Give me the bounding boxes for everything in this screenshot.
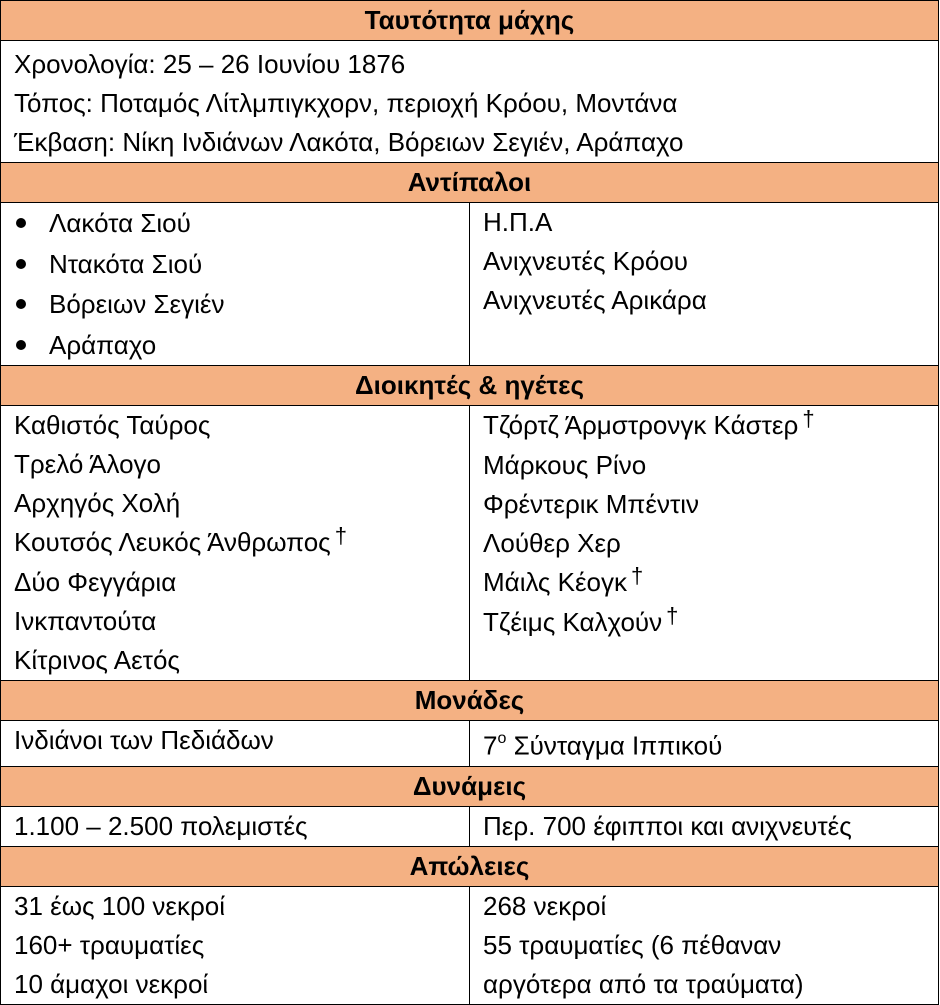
dagger-icon: † <box>802 406 815 431</box>
commanders-header-row <box>1 366 939 406</box>
dagger-icon: † <box>666 603 679 628</box>
regiment-name: Σύνταγμα Ιππικού <box>506 730 723 761</box>
forces-header: Δυνάμεις <box>1 766 939 806</box>
list-item <box>14 284 469 325</box>
losses-right-text: 268 νεκροί <box>483 890 607 921</box>
commander-name: Κουτσός Λευκός Άνθρωπος <box>14 527 331 557</box>
opponent-left-label: Βόρειων Σεγιέν <box>49 289 225 319</box>
identity-header-row <box>1 1 939 41</box>
forces-row <box>1 806 939 846</box>
list-item <box>14 325 469 366</box>
opponent-right-label: Ανιχνευτές Αρικάρα <box>483 285 707 315</box>
commander-name: Ινκπαντούτα <box>14 606 157 636</box>
commanders-left-cell <box>1 406 470 681</box>
forces-left-cell <box>1 806 470 846</box>
losses-left-text: 31 έως 100 νεκροί <box>14 890 226 921</box>
commander-item <box>483 446 938 485</box>
losses-row <box>1 886 939 1004</box>
commander-item <box>14 602 469 641</box>
commander-name: Τζέιμς Καλχούν <box>483 607 663 637</box>
commander-name: Φρέντερικ Μπέντιν <box>483 489 700 519</box>
commander-item <box>483 406 938 446</box>
forces-right-cell <box>470 806 939 846</box>
commander-name: Λούθερ Χερ <box>483 528 621 558</box>
losses-left-text: 160+ τραυματίες <box>14 929 205 960</box>
regiment-number: 7 <box>483 730 498 761</box>
opponents-right-cell <box>470 203 939 366</box>
commander-name: Αρχηγός Χολή <box>14 488 181 518</box>
losses-left-text: 10 άμαχοι νεκροί <box>14 968 209 999</box>
forces-left-text: 1.100 – 2.500 πολεμιστές <box>14 810 308 841</box>
regiment-ordinal: ο <box>497 730 507 747</box>
forces-right-text: Περ. 700 έφιπποι και ανιχνευτές <box>483 810 852 841</box>
commander-name: Μάιλς Κέογκ <box>483 567 628 597</box>
identity-row <box>1 41 939 163</box>
commander-name: Μάρκους Ρίνο <box>483 450 647 480</box>
commander-item <box>483 485 938 524</box>
units-left-text: Ινδιάνοι των Πεδιάδων <box>14 725 274 755</box>
dagger-icon: † <box>334 523 347 548</box>
losses-left-cell <box>1 886 470 1004</box>
commander-item <box>483 563 938 603</box>
list-item <box>14 203 469 244</box>
opponents-header-row <box>1 163 939 203</box>
opponent-left-label: Ντακότα Σιού <box>49 248 203 279</box>
opponent-right-label: Ανιχνευτές Κρόου <box>483 246 688 276</box>
commanders-row <box>1 406 939 681</box>
commander-name: Τζόρτζ Άρμστρονγκ Κάστερ <box>483 410 799 440</box>
forces-header-row <box>1 766 939 806</box>
losses-right-text: 55 τραυματίες (6 πέθαναν <box>483 929 782 960</box>
commander-item <box>483 524 938 563</box>
commander-item <box>14 523 469 563</box>
identity-header: Ταυτότητα μάχης <box>1 1 939 41</box>
commander-name: Δύο Φεγγάρια <box>14 567 177 597</box>
losses-header-row <box>1 846 939 886</box>
commanders-right-cell <box>470 406 939 681</box>
commander-name: Κίτρινος Αετός <box>14 645 180 675</box>
commander-item <box>14 484 469 523</box>
commander-item <box>14 641 469 680</box>
opponent-left-label: Αράπαχο <box>49 329 157 360</box>
units-right-text <box>483 721 938 766</box>
opponent-left-label: Λακότα Σιού <box>49 208 191 238</box>
opponent-right-label: Η.Π.Α <box>483 207 553 237</box>
units-left-cell <box>1 721 470 767</box>
dagger-icon: † <box>631 563 644 588</box>
bullet-icon <box>16 299 26 309</box>
place-text: Τόπος: Ποταμός Λίτλμπιγκχορν, περιοχή Κρόου, Μοντάνα <box>14 88 678 118</box>
chronology-text: Χρονολογία: 25 – 26 Ιουνίου 1876 <box>14 49 406 79</box>
commander-name: Καθιστός Ταύρος <box>14 410 211 440</box>
list-item <box>14 244 469 285</box>
losses-right-cell <box>470 886 939 1004</box>
losses-right-text: αργότερα από τα τραύματα) <box>483 968 804 999</box>
units-row <box>1 721 939 767</box>
identity-cell <box>1 41 939 163</box>
commander-item <box>14 563 469 602</box>
losses-header: Απώλειες <box>1 846 939 886</box>
units-right-cell <box>470 721 939 767</box>
units-header: Μονάδες <box>1 681 939 721</box>
outcome-text: Έκβαση: Νίκη Ινδιάνων Λακότα, Βόρειων Σεγιέν, Αράπαχο <box>14 127 684 157</box>
commander-item <box>483 603 938 643</box>
commander-item <box>14 445 469 484</box>
opponents-header: Αντίπαλοι <box>1 163 939 203</box>
bullet-icon <box>16 259 26 269</box>
bullet-icon <box>16 218 26 228</box>
opponents-left-cell <box>1 203 470 366</box>
commander-name: Τρελό Άλογο <box>14 449 161 479</box>
bullet-icon <box>16 340 26 350</box>
opponents-row <box>1 203 939 366</box>
units-header-row <box>1 681 939 721</box>
commander-item <box>14 406 469 445</box>
commanders-header: Διοικητές & ηγέτες <box>1 366 939 406</box>
